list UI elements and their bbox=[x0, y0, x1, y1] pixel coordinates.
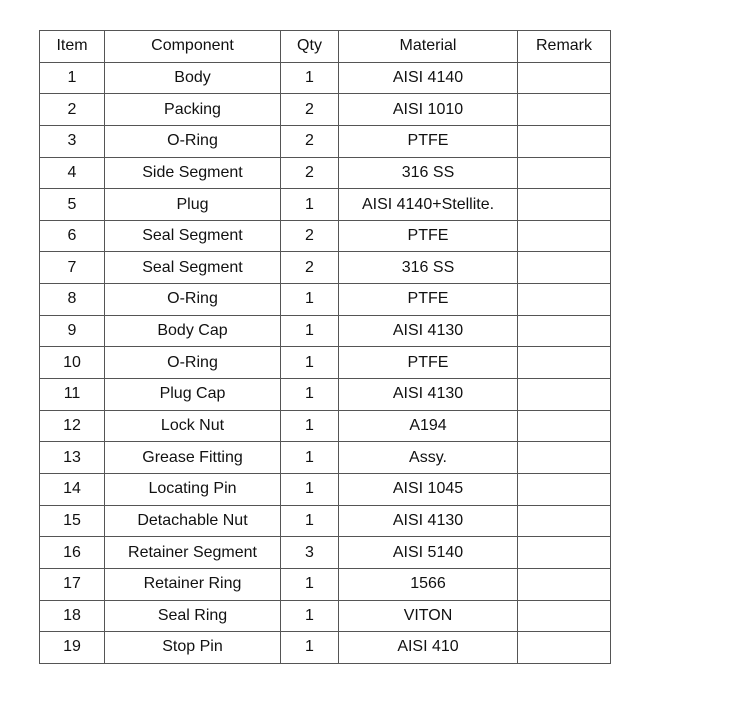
table-row bbox=[40, 189, 611, 221]
table-row bbox=[40, 379, 611, 411]
cell-component: Seal Segment bbox=[105, 252, 281, 284]
cell-component: Plug Cap bbox=[105, 379, 281, 411]
cell-component: Grease Fitting bbox=[105, 442, 281, 474]
cell-remark bbox=[518, 125, 611, 157]
table-row bbox=[40, 347, 611, 379]
cell-component: Packing bbox=[105, 94, 281, 126]
cell-item: 19 bbox=[40, 632, 105, 664]
table-row bbox=[40, 252, 611, 284]
cell-item: 16 bbox=[40, 537, 105, 569]
cell-remark bbox=[518, 473, 611, 505]
cell-item: 14 bbox=[40, 473, 105, 505]
cell-item: 15 bbox=[40, 505, 105, 537]
header-remark: Remark bbox=[518, 31, 611, 63]
cell-component: O-Ring bbox=[105, 347, 281, 379]
cell-component: Seal Ring bbox=[105, 600, 281, 632]
header-row bbox=[40, 31, 611, 63]
cell-qty: 2 bbox=[281, 125, 339, 157]
cell-qty: 1 bbox=[281, 62, 339, 94]
table-row bbox=[40, 284, 611, 316]
cell-item: 7 bbox=[40, 252, 105, 284]
cell-item: 1 bbox=[40, 62, 105, 94]
cell-component: Retainer Ring bbox=[105, 568, 281, 600]
cell-remark bbox=[518, 537, 611, 569]
cell-remark bbox=[518, 442, 611, 474]
cell-component: Plug bbox=[105, 189, 281, 221]
cell-material: A194 bbox=[339, 410, 518, 442]
table-row bbox=[40, 600, 611, 632]
cell-material: PTFE bbox=[339, 125, 518, 157]
cell-material: PTFE bbox=[339, 284, 518, 316]
table-row bbox=[40, 442, 611, 474]
cell-material: AISI 410 bbox=[339, 632, 518, 664]
cell-material: 316 SS bbox=[339, 157, 518, 189]
cell-material: AISI 4140+Stellite. bbox=[339, 189, 518, 221]
cell-component: Locating Pin bbox=[105, 473, 281, 505]
cell-qty: 2 bbox=[281, 157, 339, 189]
cell-qty: 1 bbox=[281, 284, 339, 316]
cell-component: Side Segment bbox=[105, 157, 281, 189]
cell-material: AISI 4130 bbox=[339, 505, 518, 537]
cell-component: O-Ring bbox=[105, 125, 281, 157]
header-qty: Qty bbox=[281, 31, 339, 63]
table-row bbox=[40, 505, 611, 537]
cell-remark bbox=[518, 410, 611, 442]
header-material: Material bbox=[339, 31, 518, 63]
table-row bbox=[40, 94, 611, 126]
cell-qty: 1 bbox=[281, 442, 339, 474]
cell-item: 4 bbox=[40, 157, 105, 189]
cell-material: PTFE bbox=[339, 347, 518, 379]
cell-material: PTFE bbox=[339, 220, 518, 252]
cell-remark bbox=[518, 347, 611, 379]
header-component: Component bbox=[105, 31, 281, 63]
bill-of-materials-table bbox=[39, 30, 611, 664]
cell-material: Assy. bbox=[339, 442, 518, 474]
table-row bbox=[40, 568, 611, 600]
cell-qty: 2 bbox=[281, 252, 339, 284]
cell-qty: 1 bbox=[281, 600, 339, 632]
cell-qty: 1 bbox=[281, 315, 339, 347]
cell-remark bbox=[518, 284, 611, 316]
cell-component: O-Ring bbox=[105, 284, 281, 316]
cell-item: 13 bbox=[40, 442, 105, 474]
cell-item: 3 bbox=[40, 125, 105, 157]
cell-material: AISI 1010 bbox=[339, 94, 518, 126]
cell-item: 12 bbox=[40, 410, 105, 442]
cell-material: AISI 4130 bbox=[339, 379, 518, 411]
cell-item: 11 bbox=[40, 379, 105, 411]
cell-material: AISI 5140 bbox=[339, 537, 518, 569]
cell-remark bbox=[518, 189, 611, 221]
cell-component: Detachable Nut bbox=[105, 505, 281, 537]
cell-remark bbox=[518, 379, 611, 411]
cell-qty: 2 bbox=[281, 220, 339, 252]
cell-remark bbox=[518, 157, 611, 189]
table-row bbox=[40, 410, 611, 442]
cell-remark bbox=[518, 220, 611, 252]
cell-qty: 1 bbox=[281, 410, 339, 442]
cell-remark bbox=[518, 632, 611, 664]
cell-remark bbox=[518, 62, 611, 94]
cell-component: Stop Pin bbox=[105, 632, 281, 664]
table-row bbox=[40, 157, 611, 189]
cell-item: 10 bbox=[40, 347, 105, 379]
cell-qty: 3 bbox=[281, 537, 339, 569]
cell-item: 9 bbox=[40, 315, 105, 347]
cell-component: Body bbox=[105, 62, 281, 94]
table-row bbox=[40, 125, 611, 157]
cell-qty: 1 bbox=[281, 379, 339, 411]
cell-item: 5 bbox=[40, 189, 105, 221]
cell-material: 1566 bbox=[339, 568, 518, 600]
cell-material: VITON bbox=[339, 600, 518, 632]
cell-material: AISI 4130 bbox=[339, 315, 518, 347]
cell-component: Retainer Segment bbox=[105, 537, 281, 569]
table-body bbox=[40, 62, 611, 663]
cell-material: 316 SS bbox=[339, 252, 518, 284]
cell-item: 8 bbox=[40, 284, 105, 316]
cell-qty: 1 bbox=[281, 632, 339, 664]
cell-material: AISI 1045 bbox=[339, 473, 518, 505]
cell-qty: 1 bbox=[281, 347, 339, 379]
cell-remark bbox=[518, 568, 611, 600]
cell-item: 17 bbox=[40, 568, 105, 600]
cell-qty: 1 bbox=[281, 189, 339, 221]
cell-component: Lock Nut bbox=[105, 410, 281, 442]
table-header bbox=[40, 31, 611, 63]
cell-remark bbox=[518, 505, 611, 537]
table-row bbox=[40, 537, 611, 569]
cell-remark bbox=[518, 600, 611, 632]
cell-remark bbox=[518, 252, 611, 284]
cell-material: AISI 4140 bbox=[339, 62, 518, 94]
cell-item: 18 bbox=[40, 600, 105, 632]
cell-item: 2 bbox=[40, 94, 105, 126]
cell-qty: 1 bbox=[281, 473, 339, 505]
cell-qty: 2 bbox=[281, 94, 339, 126]
table-row bbox=[40, 473, 611, 505]
cell-qty: 1 bbox=[281, 505, 339, 537]
table-row bbox=[40, 220, 611, 252]
header-item: Item bbox=[40, 31, 105, 63]
cell-item: 6 bbox=[40, 220, 105, 252]
cell-qty: 1 bbox=[281, 568, 339, 600]
table-row bbox=[40, 62, 611, 94]
cell-component: Seal Segment bbox=[105, 220, 281, 252]
cell-remark bbox=[518, 94, 611, 126]
cell-component: Body Cap bbox=[105, 315, 281, 347]
table-row bbox=[40, 632, 611, 664]
table-row bbox=[40, 315, 611, 347]
cell-remark bbox=[518, 315, 611, 347]
